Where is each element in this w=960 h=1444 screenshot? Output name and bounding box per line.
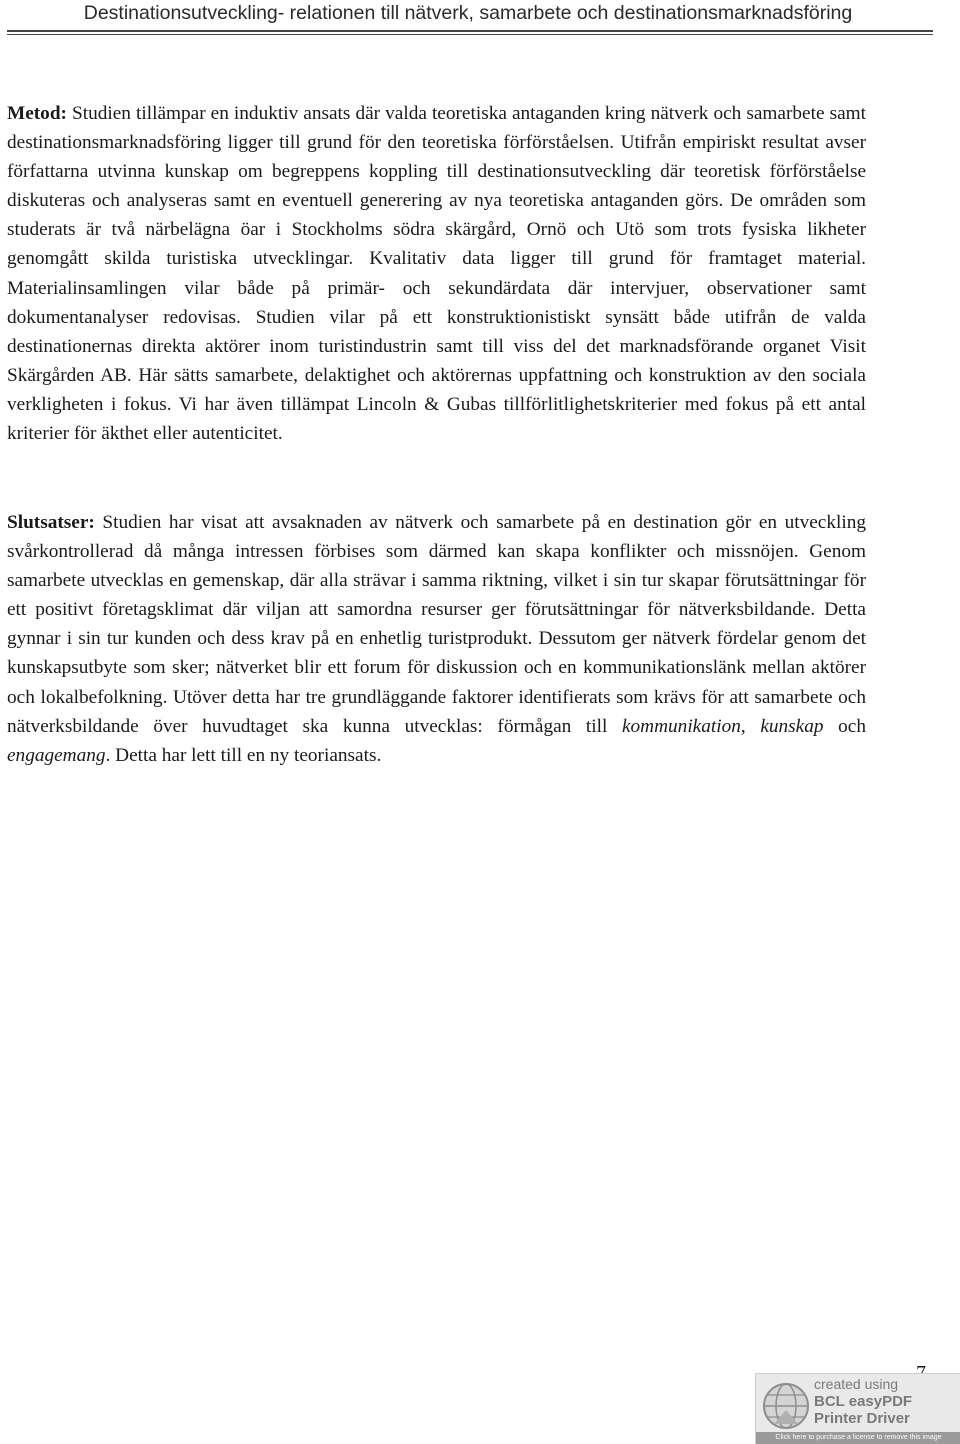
keyword-kommunikation: kommunikation xyxy=(621,715,741,737)
slutsatser-text: Studien har visat att avsaknaden av nätverk och samarbete på en destination gör en utveckling svårkontrollerad då många intressen förbises som därmed kan skapa konflikter och missnöjen. Genom samarbete utvecklas en gemenskap, där alla strävar i samma riktning, vilket i sin tur skapar förutsättningar för ett positivt företagsklimat där viljan att samordna resurser ger förutsättningar för nätverksbildande. Detta gynnar i sin tur kunden och dess krav på en enhetlig turistprodukt. Dessutom ger nätverk fördelar genom det kunskapsutbyte som sker; nätverket blir ett forum för diskussion och en kommunikationslänk mellan aktörer och lokalbefolkning. Utöver detta har tre grundläggande faktorer identifierats som krävs för att samarbete och nätverksbildande över huvudtaget ska kunna utvecklas: förmågan till xyxy=(7,512,866,737)
watermark-product-name: BCL easyPDF xyxy=(814,1393,913,1410)
metod-label: Metod: xyxy=(7,103,67,124)
globe-logo-icon xyxy=(760,1380,812,1432)
watermark-product-type: Printer Driver xyxy=(814,1410,910,1427)
page-header-title: Destinationsutveckling- relationen till nätverk, samarbete och destinationsmarknadsföring xyxy=(83,2,853,24)
metod-text: Studien tillämpar en induktiv ansats där valda teoretiska antaganden kring nätverk och samarbete samt destinationsmarknadsföring ligger till grund för den teoretiska förförståelsen. Utifrån empiriskt resultat avser författarna utvinna kunskap om begreppens koppling till destinationsutveckling där teoretisk förförståelse diskuteras och analyseras samt en eventuell generering av nya teoretiska antaganden görs. De områden som studerats är två närbelägna öar i Stockholms södra skärgård, Ornö och Utö som trots fysiska likheter genomgått skilda turistiska utvecklingar. Kvalitativ data ligger till grund för framtaget material. Materialinsamlingen vilar både på primär- och sekundärdata där intervjuer, observationer samt dokumentanalyser redovisas. Studien vilar på ett konstruktionistiskt synsätt både utifrån de valda destinationernas direkta aktörer inom turistindustrin samt till viss del det marknadsförande organet Visit Skärgården AB. Här sätts samarbete, delaktighet och aktörernas uppfattning och konstruktion av den sociala verkligheten i fokus. Vi har även tillämpat Lincoln & Gubas tillförlitlighetskriterier med fokus på ett antal kriterier för äkthet eller autenticitet. xyxy=(7,103,866,445)
slutsatser-paragraph xyxy=(7,508,866,770)
slutsatser-separator: , xyxy=(740,715,761,737)
header-rule xyxy=(7,30,933,32)
pdf-watermark-badge[interactable] xyxy=(755,1373,960,1444)
slutsatser-label: Slutsatser: xyxy=(7,512,95,533)
header-rule-thin xyxy=(7,34,933,35)
watermark-created-using: created using xyxy=(814,1376,899,1392)
metod-paragraph xyxy=(7,99,866,448)
slutsatser-ending: . Detta har lett till en ny teoriansats. xyxy=(105,744,382,766)
watermark-license-link[interactable]: Click here to purchase a license to remove this image xyxy=(756,1432,960,1444)
keyword-kunskap: kunskap xyxy=(760,715,824,737)
slutsatser-conjunction: och xyxy=(823,715,866,737)
keyword-engagemang: engagemang xyxy=(7,744,106,766)
